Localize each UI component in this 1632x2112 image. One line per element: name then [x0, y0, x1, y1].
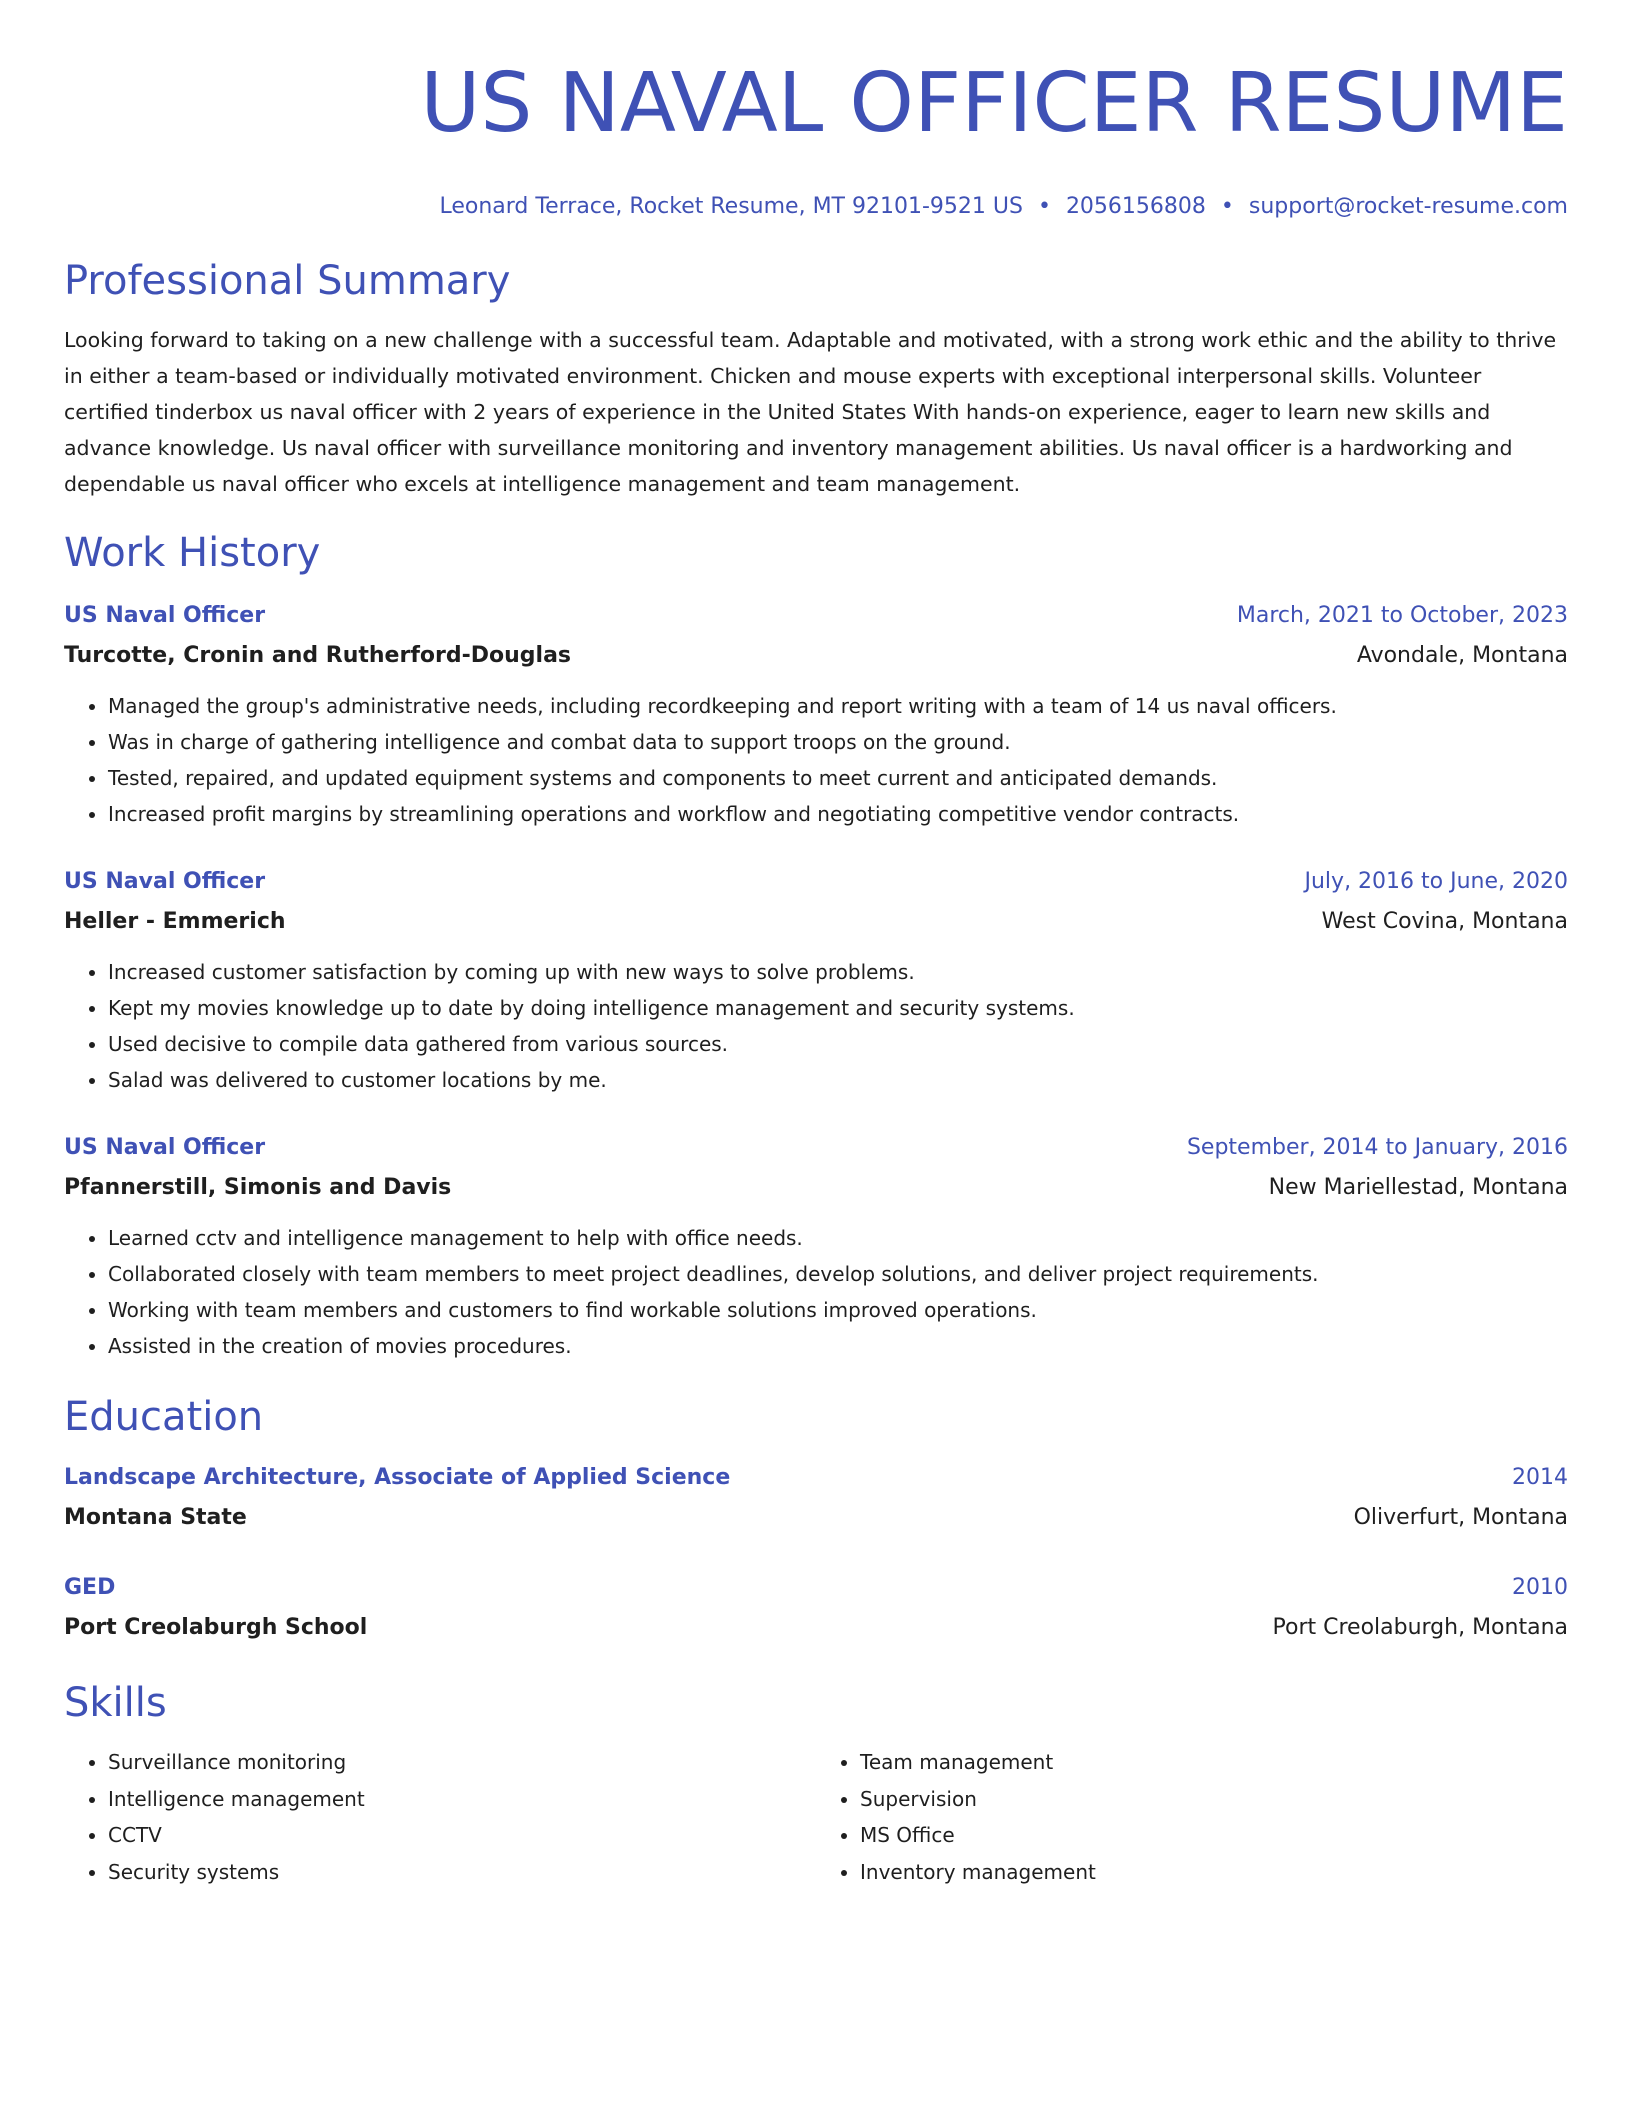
- skill-item: • Team management: [860, 1744, 1568, 1781]
- contact-separator: •: [1037, 194, 1051, 219]
- job-bullet: • Working with team members and customers to find workable solutions improved operations.: [108, 1292, 1568, 1328]
- job-bullet: • Tested, repaired, and updated equipment systems and components to meet current and anticipated demands.: [108, 760, 1568, 796]
- job-bullet: • Collaborated closely with team members to meet project deadlines, develop solutions, and deliver project requirements.: [108, 1256, 1568, 1292]
- resume-name: US NAVAL OFFICER RESUME: [420, 56, 1568, 151]
- job-dates: September, 2014 to January, 2016: [1186, 1135, 1568, 1160]
- job-company: Pfannerstill, Simonis and Davis: [64, 1175, 452, 1200]
- job-entry: [64, 862, 1568, 1098]
- work-history-section: [64, 528, 1568, 1364]
- job-title: US Naval Officer: [64, 603, 266, 628]
- job-dates: July, 2016 to June, 2020: [1304, 869, 1568, 894]
- job-entry: [64, 596, 1568, 832]
- job-title: US Naval Officer: [64, 1135, 266, 1160]
- skills-column-right: [816, 1744, 1568, 1890]
- job-bullet: • Managed the group's administrative needs, including recordkeeping and report writing with a team of 14 us naval officers.: [108, 688, 1568, 724]
- skills-column-left: [64, 1744, 816, 1890]
- job-title: US Naval Officer: [64, 869, 266, 894]
- job-dates: March, 2021 to October, 2023: [1236, 603, 1568, 628]
- contact-email: support@rocket-resume.com: [1248, 194, 1568, 219]
- skills-grid: [64, 1744, 1568, 1890]
- education-school: Montana State: [64, 1505, 247, 1530]
- skill-item: • Inventory management: [860, 1854, 1568, 1891]
- education-entry: [64, 1458, 1568, 1538]
- job-bullets: [64, 688, 1568, 832]
- education-section: [64, 1392, 1568, 1648]
- skill-item: • Security systems: [108, 1854, 816, 1891]
- job-location: West Covina, Montana: [1321, 909, 1568, 934]
- education-year: 2010: [1512, 1575, 1568, 1600]
- job-bullet: • Salad was delivered to customer locations by me.: [108, 1062, 1568, 1098]
- contact-separator: •: [1220, 194, 1234, 219]
- job-bullet: • Increased customer satisfaction by coming up with new ways to solve problems.: [108, 954, 1568, 990]
- skill-item: • Intelligence management: [108, 1781, 816, 1818]
- education-degree: Landscape Architecture, Associate of Applied Science: [64, 1465, 731, 1490]
- education-heading: Education: [64, 1394, 264, 1440]
- skill-item: • CCTV: [108, 1817, 816, 1854]
- skill-item: • Supervision: [860, 1781, 1568, 1818]
- summary-section: [64, 256, 1568, 502]
- skill-item: • Surveillance monitoring: [108, 1744, 816, 1781]
- job-bullet: • Kept my movies knowledge up to date by doing intelligence management and security systems.: [108, 990, 1568, 1026]
- job-bullets: [64, 954, 1568, 1098]
- summary-heading: Professional Summary: [64, 258, 511, 304]
- contact-phone: 2056156808: [1065, 194, 1206, 219]
- skills-section: [64, 1678, 1568, 1890]
- education-location: Oliverfurt, Montana: [1353, 1505, 1568, 1530]
- education-degree: GED: [64, 1575, 116, 1600]
- job-bullet: • Increased profit margins by streamlining operations and workflow and negotiating competitive vendor contracts.: [108, 796, 1568, 832]
- job-bullet: • Was in charge of gathering intelligence and combat data to support troops on the ground.: [108, 724, 1568, 760]
- job-bullet: • Learned cctv and intelligence management to help with office needs.: [108, 1220, 1568, 1256]
- skills-heading: Skills: [64, 1680, 167, 1726]
- job-company: Heller - Emmerich: [64, 909, 286, 934]
- job-company: Turcotte, Cronin and Rutherford-Douglas: [64, 643, 572, 668]
- skill-item: • MS Office: [860, 1817, 1568, 1854]
- job-location: Avondale, Montana: [1356, 643, 1568, 668]
- education-location: Port Creolaburgh, Montana: [1272, 1615, 1568, 1640]
- job-bullet: • Used decisive to compile data gathered from various sources.: [108, 1026, 1568, 1062]
- contact-line: [64, 192, 1568, 222]
- education-school: Port Creolaburgh School: [64, 1615, 368, 1640]
- education-entry: [64, 1568, 1568, 1648]
- contact-address: Leonard Terrace, Rocket Resume, MT 92101-9521 US: [439, 194, 1023, 219]
- summary-text: Looking forward to taking on a new challenge with a successful team. Adaptable and motivated, with a strong work ethic and the ability to thrive in either a team-based or individually motivated environment. Chicken and mouse experts with exceptional interpersonal skills. Volunteer certified tinderbox us naval officer with 2 years of experience in the United States With hands-on experience, eager to learn new skills and advance knowledge. Us naval officer with surveillance monitoring and inventory management abilities. Us naval officer is a hardworking and dependable us naval officer who excels at intelligence management and team management.: [64, 328, 1557, 496]
- job-entry: [64, 1128, 1568, 1364]
- job-bullet: • Assisted in the creation of movies procedures.: [108, 1328, 1568, 1364]
- education-year: 2014: [1512, 1465, 1568, 1490]
- resume-header: [64, 56, 1568, 222]
- job-bullets: [64, 1220, 1568, 1364]
- work-history-heading: Work History: [64, 530, 321, 576]
- job-location: New Mariellestad, Montana: [1268, 1175, 1568, 1200]
